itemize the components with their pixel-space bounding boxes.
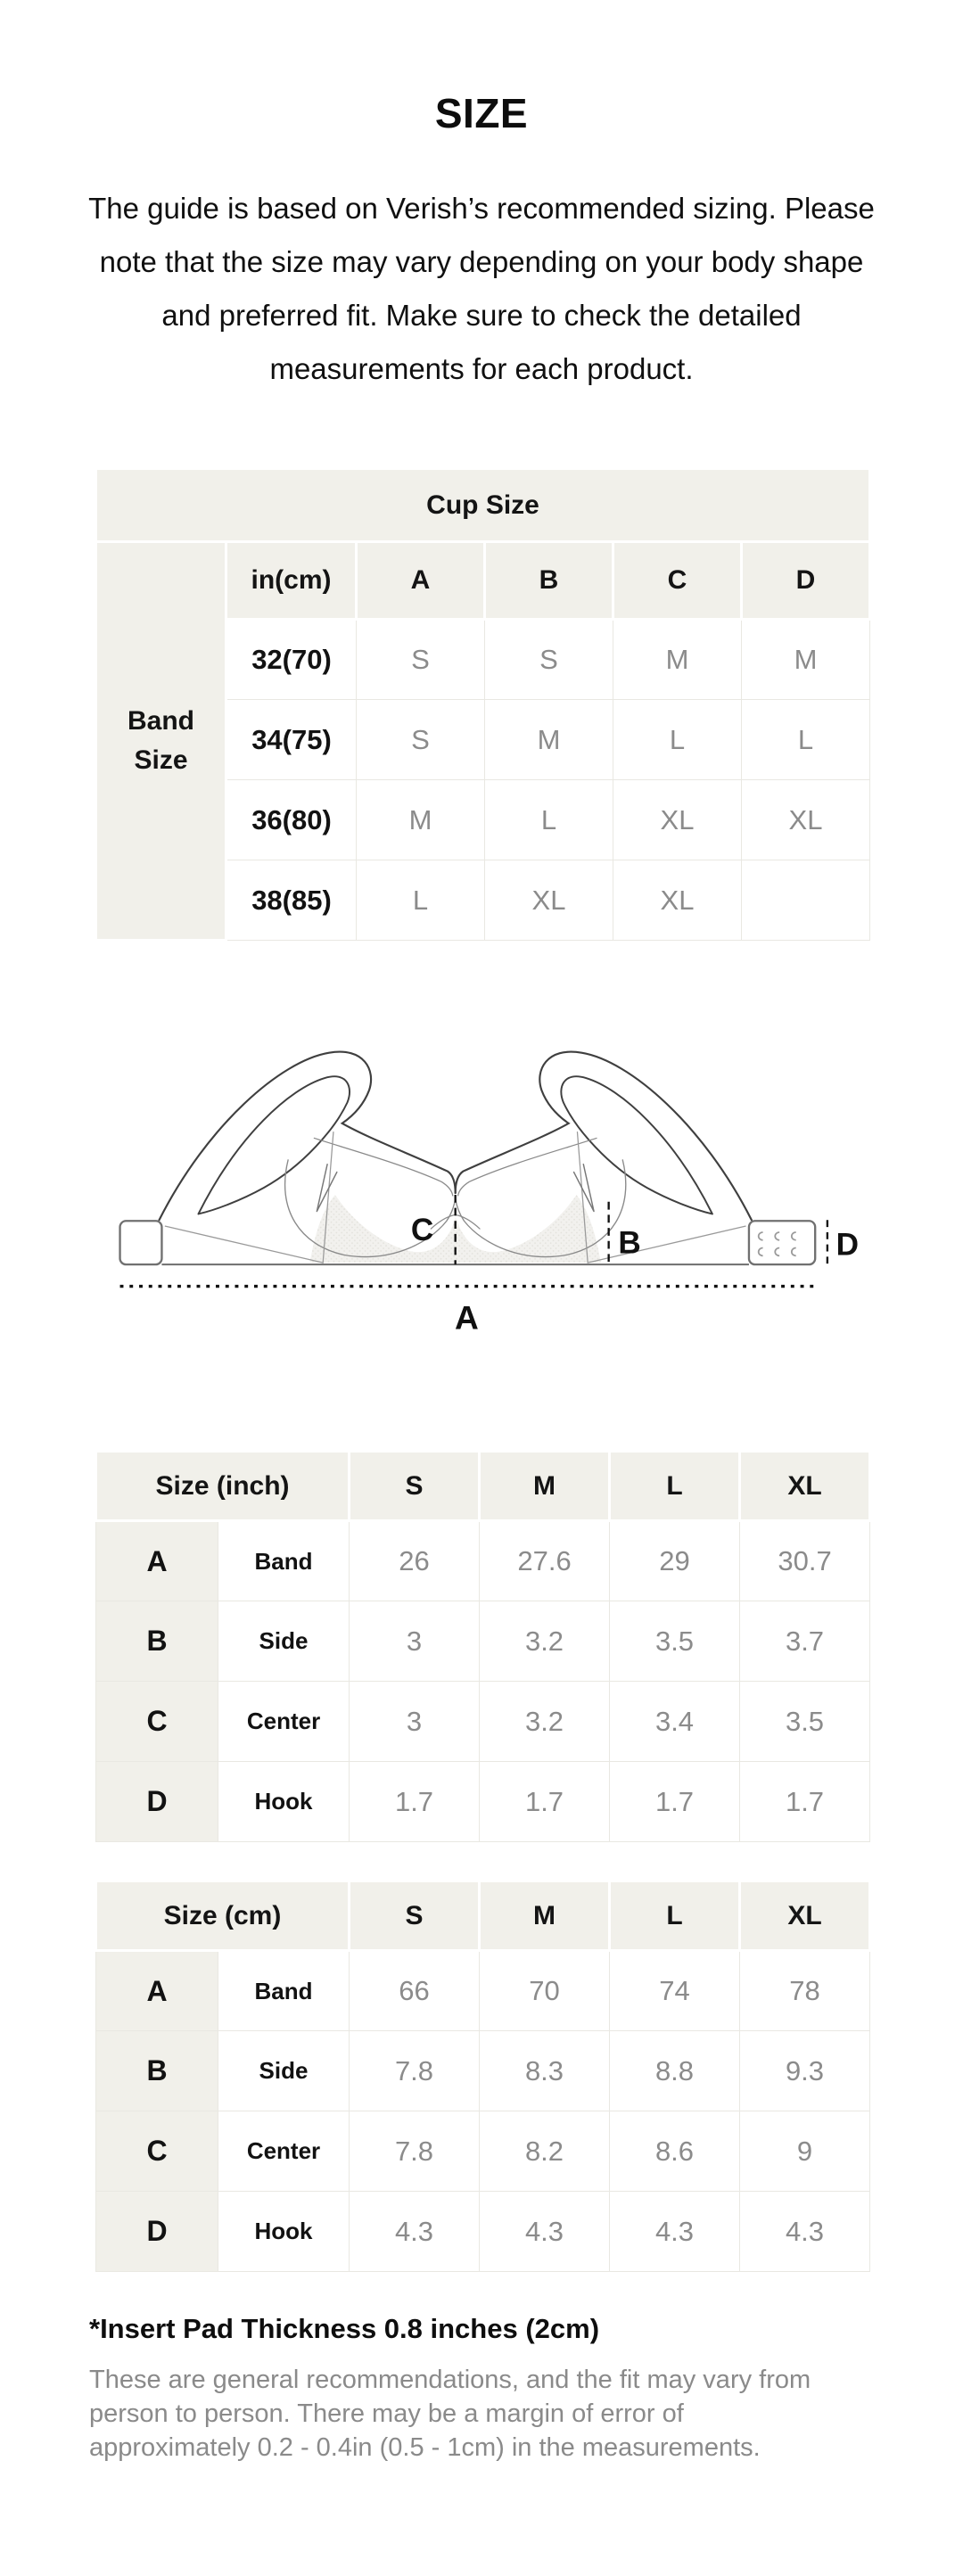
table-row xyxy=(96,2192,870,2272)
row-label: Center xyxy=(218,1682,350,1762)
measure-cell: 3.5 xyxy=(610,1601,740,1682)
cup-cell: XL xyxy=(613,860,742,941)
measure-cell: 4.3 xyxy=(610,2192,740,2272)
unit-header: in(cm) xyxy=(226,542,357,620)
row-letter: D xyxy=(96,1762,218,1842)
measure-cell: 8.3 xyxy=(480,2031,610,2111)
measure-cell: 9 xyxy=(740,2111,870,2192)
cup-cell: L xyxy=(485,780,613,860)
size-inch-title: Size (inch) xyxy=(96,1452,350,1521)
measure-cell: 1.7 xyxy=(480,1762,610,1842)
measure-cell: 4.3 xyxy=(350,2192,480,2272)
cup-column-c: C xyxy=(613,542,742,620)
measure-cell: 8.8 xyxy=(610,2031,740,2111)
col-m: M xyxy=(480,1881,610,1951)
table-row xyxy=(96,1521,870,1601)
measure-cell: 1.7 xyxy=(350,1762,480,1842)
cup-column-b: B xyxy=(485,542,613,620)
measure-cell: 4.3 xyxy=(480,2192,610,2272)
measure-cell: 29 xyxy=(610,1521,740,1601)
cup-cell: XL xyxy=(742,780,870,860)
table-row xyxy=(96,2111,870,2192)
row-letter: A xyxy=(96,1951,218,2031)
cup-cell: M xyxy=(613,620,742,700)
row-letter: C xyxy=(96,1682,218,1762)
diagram-label-hook: D xyxy=(835,1227,860,1263)
cup-cell: S xyxy=(357,700,485,780)
row-label: Band xyxy=(218,1521,350,1601)
measure-cell: 3.4 xyxy=(610,1682,740,1762)
col-xl: XL xyxy=(740,1881,870,1951)
row-letter: C xyxy=(96,2111,218,2192)
row-label: Band xyxy=(218,1951,350,2031)
row-letter: D xyxy=(96,2192,218,2272)
size-inch-table xyxy=(95,1450,871,1842)
cup-column-a: A xyxy=(357,542,485,620)
cup-cell: L xyxy=(613,700,742,780)
band-hook-tab xyxy=(749,1221,815,1264)
measure-cell: 7.8 xyxy=(350,2111,480,2192)
measure-cell: 4.3 xyxy=(740,2192,870,2272)
page-title: SIZE xyxy=(434,90,529,136)
measure-cell: 8.2 xyxy=(480,2111,610,2192)
measure-cell: 3.2 xyxy=(480,1682,610,1762)
band-eye-tab xyxy=(120,1221,162,1264)
band-value: 38(85) xyxy=(226,860,357,941)
cup-cell: XL xyxy=(613,780,742,860)
measure-cell: 7.8 xyxy=(350,2031,480,2111)
band-value: 32(70) xyxy=(226,620,357,700)
measure-cell: 74 xyxy=(610,1951,740,2031)
band-size-header: Band Size xyxy=(96,542,226,941)
row-letter: B xyxy=(96,2031,218,2111)
row-label: Center xyxy=(218,2111,350,2192)
diagram-label-side: B xyxy=(618,1225,641,1261)
measure-cell: 78 xyxy=(740,1951,870,2031)
cup-column-d: D xyxy=(742,542,870,620)
row-label: Side xyxy=(218,2031,350,2111)
measure-cell: 27.6 xyxy=(480,1521,610,1601)
col-xl: XL xyxy=(740,1452,870,1521)
measure-cell: 1.7 xyxy=(610,1762,740,1842)
band-value: 36(80) xyxy=(226,780,357,860)
table-row xyxy=(96,1951,870,2031)
measure-cell: 3 xyxy=(350,1682,480,1762)
band-value: 34(75) xyxy=(226,700,357,780)
bra-measurement-diagram xyxy=(107,1041,860,1345)
cup-cell xyxy=(742,860,870,941)
row-label: Hook xyxy=(218,2192,350,2272)
cup-cell: M xyxy=(357,780,485,860)
col-s: S xyxy=(350,1452,480,1521)
col-l: L xyxy=(610,1452,740,1521)
table-row xyxy=(96,1682,870,1762)
bra-right-half xyxy=(456,1052,752,1263)
row-label: Side xyxy=(218,1601,350,1682)
insert-pad-note: *Insert Pad Thickness 0.8 inches (2cm) xyxy=(89,2313,600,2344)
measure-cell: 1.7 xyxy=(740,1762,870,1842)
cup-size-table-title: Cup Size xyxy=(96,469,870,542)
measure-cell: 70 xyxy=(480,1951,610,2031)
measure-cell: 3.2 xyxy=(480,1601,610,1682)
diagram-label-center: C xyxy=(410,1212,434,1247)
col-l: L xyxy=(610,1881,740,1951)
cup-cell: S xyxy=(357,620,485,700)
measure-cell: 66 xyxy=(350,1951,480,2031)
row-letter: A xyxy=(96,1521,218,1601)
table-row xyxy=(96,1601,870,1682)
table-row xyxy=(96,2031,870,2111)
row-letter: B xyxy=(96,1601,218,1682)
cup-cell: L xyxy=(742,700,870,780)
measure-cell: 3.5 xyxy=(740,1682,870,1762)
measure-cell: 3.7 xyxy=(740,1601,870,1682)
col-s: S xyxy=(350,1881,480,1951)
measure-cell: 9.3 xyxy=(740,2031,870,2111)
cup-size-table xyxy=(95,467,871,942)
col-m: M xyxy=(480,1452,610,1521)
cup-cell: M xyxy=(485,700,613,780)
cup-cell: M xyxy=(742,620,870,700)
measure-cell: 26 xyxy=(350,1521,480,1601)
row-label: Hook xyxy=(218,1762,350,1842)
measure-cell: 30.7 xyxy=(740,1521,870,1601)
size-cm-title: Size (cm) xyxy=(96,1881,350,1951)
intro-text: The guide is based on Verish’s recommended sizing. Please note that the size may vary depending on your body shape and preferred fit. Make sure to check the detailed measurements for each product. xyxy=(88,192,875,385)
cup-cell: XL xyxy=(485,860,613,941)
cup-cell: S xyxy=(485,620,613,700)
disclaimer-text: These are general recommendations, and the fit may vary from person to person. There may be a margin of error of approximately 0.2 - 0.4in (0.5 - 1cm) in the measurements. xyxy=(89,2366,811,2462)
table-row xyxy=(96,1762,870,1842)
size-cm-table xyxy=(95,1880,871,2272)
measure-cell: 3 xyxy=(350,1601,480,1682)
diagram-label-band: A xyxy=(454,1298,479,1337)
measure-cell: 8.6 xyxy=(610,2111,740,2192)
cup-cell: L xyxy=(357,860,485,941)
